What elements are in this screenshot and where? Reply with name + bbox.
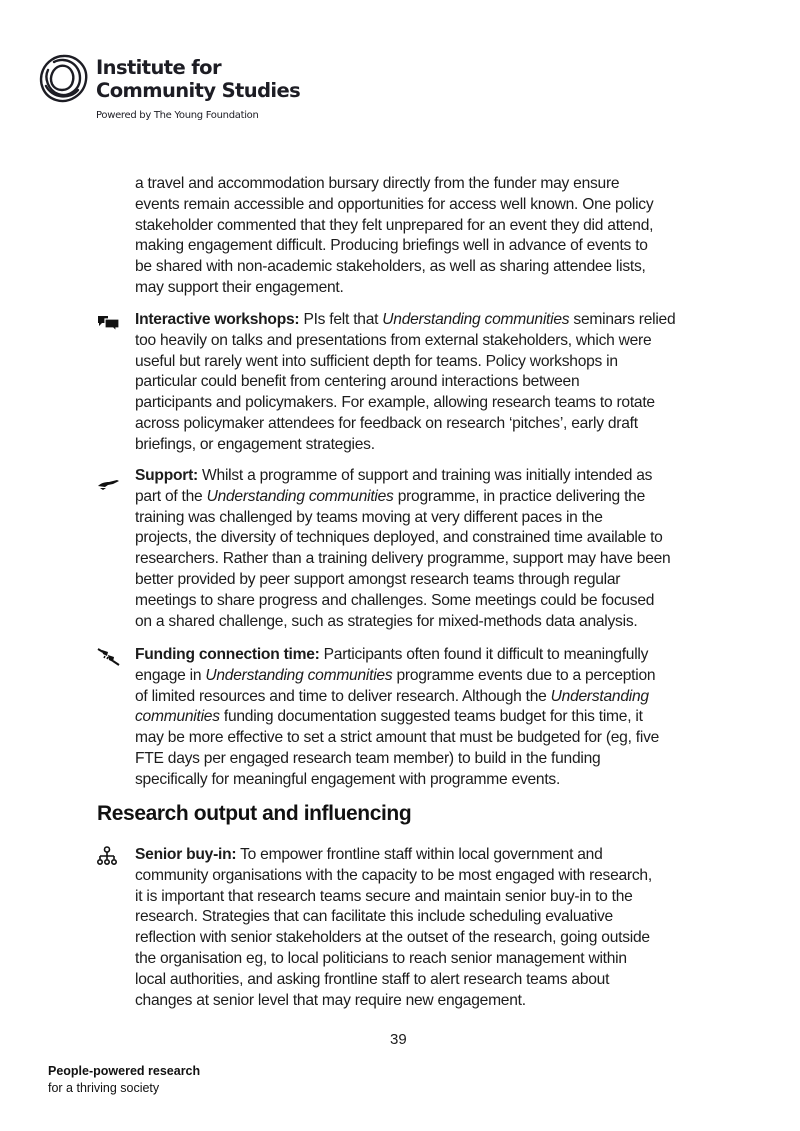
logo-title-line-1: Institute for: [96, 56, 221, 79]
body-text: engage in: [135, 666, 206, 684]
body-text: local authorities, and asking frontline staff to alert research teams about: [135, 970, 610, 988]
body-text: may be more effective to set a strict amount that must be budgeted for (eg, five: [135, 729, 660, 747]
item-support: [135, 466, 670, 632]
body-text: changes at senior level that may require new engagement.: [135, 991, 526, 1009]
text-line: [135, 236, 653, 257]
institute-name: [96, 56, 300, 102]
text-line: [135, 570, 670, 591]
text-line: [135, 949, 652, 970]
text-line: [135, 216, 653, 237]
body-text: may support their engagement.: [135, 278, 344, 296]
text-line: [135, 887, 652, 908]
section-heading: Research output and influencing: [97, 802, 412, 825]
footer-tagline: [48, 1063, 200, 1097]
text-line: [135, 174, 653, 195]
text-line: [135, 749, 659, 770]
body-text: too heavily on talks and presentations from external stakeholders, which were: [135, 331, 652, 349]
body-text: it is important that research teams secure and maintain senior buy-in to the: [135, 887, 633, 905]
page-number: 39: [390, 1031, 407, 1048]
text-line: [135, 666, 659, 687]
logo-title-line-2: Community Studies: [96, 79, 301, 102]
body-text: part of the: [135, 487, 207, 505]
body-text: seminars relied: [569, 311, 676, 328]
body-text: projects, the diversity of techniques deployed, and constrained time available to: [135, 529, 663, 547]
body-text: making engagement difficult. Producing briefings well in advance of events to: [135, 237, 648, 255]
footer-line-1: People-powered research: [48, 1064, 201, 1078]
text-line: [135, 487, 670, 508]
body-text: events remain accessible and opportunities for access well known. One policy: [135, 195, 654, 213]
helping-hand-icon: [97, 473, 121, 493]
text-line: [135, 414, 675, 435]
body-text: across policymaker attendees for feedback on research ‘pitches’, early draft: [135, 414, 638, 432]
text-line: [135, 466, 670, 487]
body-text: useful but rarely went into sufficient depth for teams. Policy workshops in: [135, 352, 618, 370]
emphasis-text: Understanding communities: [382, 311, 570, 328]
text-line: [135, 508, 670, 529]
body-text: better provided by peer support amongst research teams through regular: [135, 570, 621, 588]
body-text: funding documentation suggested teams budget for this time, it: [219, 708, 643, 726]
body-text: research. Strategies that can facilitate this include scheduling evaluative: [135, 908, 613, 926]
body-text: programme events due to a perception: [392, 666, 656, 684]
emphasis-text: Understanding communities: [206, 487, 394, 505]
body-text: Whilst a programme of support and training was initially intended as: [197, 467, 653, 484]
item-senior-buy-in: [135, 845, 652, 1011]
body-text: participants and policymakers. For example, allowing research teams to rotate: [135, 394, 655, 412]
body-text: reflection with senior stakeholders at the outset of the research, going outside: [135, 929, 650, 947]
text-line: [135, 528, 670, 549]
emphasis-text: Understanding: [550, 687, 649, 705]
text-line: [135, 257, 653, 278]
body-text: programme, in practice delivering the: [393, 487, 645, 505]
body-text: FTE days per engaged research team member) to build in the funding: [135, 749, 601, 767]
text-line: [135, 687, 659, 708]
interlocking-loops-logo-icon: [36, 52, 90, 106]
text-line: [135, 991, 652, 1012]
intro-paragraph: [135, 174, 653, 299]
body-text: researchers. Rather than a training delivery programme, support may have been: [135, 550, 671, 568]
body-text: on a shared challenge, such as strategies for mixed-methods data analysis.: [135, 612, 638, 630]
text-line: [135, 612, 670, 633]
text-line: [135, 195, 653, 216]
item-title: Interactive workshops:: [135, 311, 300, 328]
item-interactive-workshops: [135, 310, 675, 456]
emphasis-text: communities: [135, 708, 220, 726]
text-line: [135, 310, 675, 331]
text-line: [135, 907, 652, 928]
text-line: [135, 435, 675, 456]
body-text: the organisation eg, to local politicians to reach senior management within: [135, 949, 627, 967]
text-line: [135, 866, 652, 887]
body-text: Participants often found it difficult to meaningfully: [319, 646, 649, 663]
body-text: be shared with non-academic stakeholders, as well as sharing attendee lists,: [135, 258, 646, 276]
text-line: [135, 928, 652, 949]
text-line: [135, 372, 675, 393]
text-line: [135, 970, 652, 991]
speech-bubbles-icon: [97, 312, 121, 332]
item-funding-connection-time: [135, 645, 659, 791]
text-line: [135, 331, 675, 352]
text-line: [135, 591, 670, 612]
item-title: Funding connection time:: [135, 646, 320, 663]
org-hierarchy-icon: [97, 846, 121, 866]
text-line: [135, 770, 659, 791]
body-text: PIs felt that: [299, 311, 383, 328]
text-line: [135, 278, 653, 299]
item-title: Senior buy-in:: [135, 846, 237, 863]
body-text: To empower frontline staff within local government and: [236, 846, 603, 863]
body-text: stakeholder commented that they felt unprepared for an event they did attend,: [135, 216, 654, 234]
emphasis-text: Understanding communities: [205, 666, 393, 684]
text-line: [135, 393, 675, 414]
text-line: [135, 645, 659, 666]
item-title: Support:: [135, 467, 198, 484]
body-text: particular could benefit from centering around interactions between: [135, 373, 580, 391]
plug-connection-icon: [97, 646, 121, 666]
body-text: meetings to share progress and challenges. Some meetings could be focused: [135, 591, 655, 609]
text-line: [135, 352, 675, 373]
body-text: briefings, or engagement strategies.: [135, 435, 375, 453]
logo-subtitle: Powered by The Young Foundation: [96, 110, 259, 121]
body-text: community organisations with the capacity to be most engaged with research,: [135, 866, 652, 884]
body-text: specifically for meaningful engagement with programme events.: [135, 770, 561, 788]
body-text: of limited resources and time to deliver research. Although the: [135, 687, 551, 705]
body-text: a travel and accommodation bursary directly from the funder may ensure: [135, 175, 620, 192]
text-line: [135, 549, 670, 570]
text-line: [135, 707, 659, 728]
text-line: [135, 845, 652, 866]
body-text: training was challenged by teams moving at very different paces in the: [135, 508, 603, 526]
text-line: [135, 728, 659, 749]
footer-line-2: for a thriving society: [48, 1081, 160, 1095]
